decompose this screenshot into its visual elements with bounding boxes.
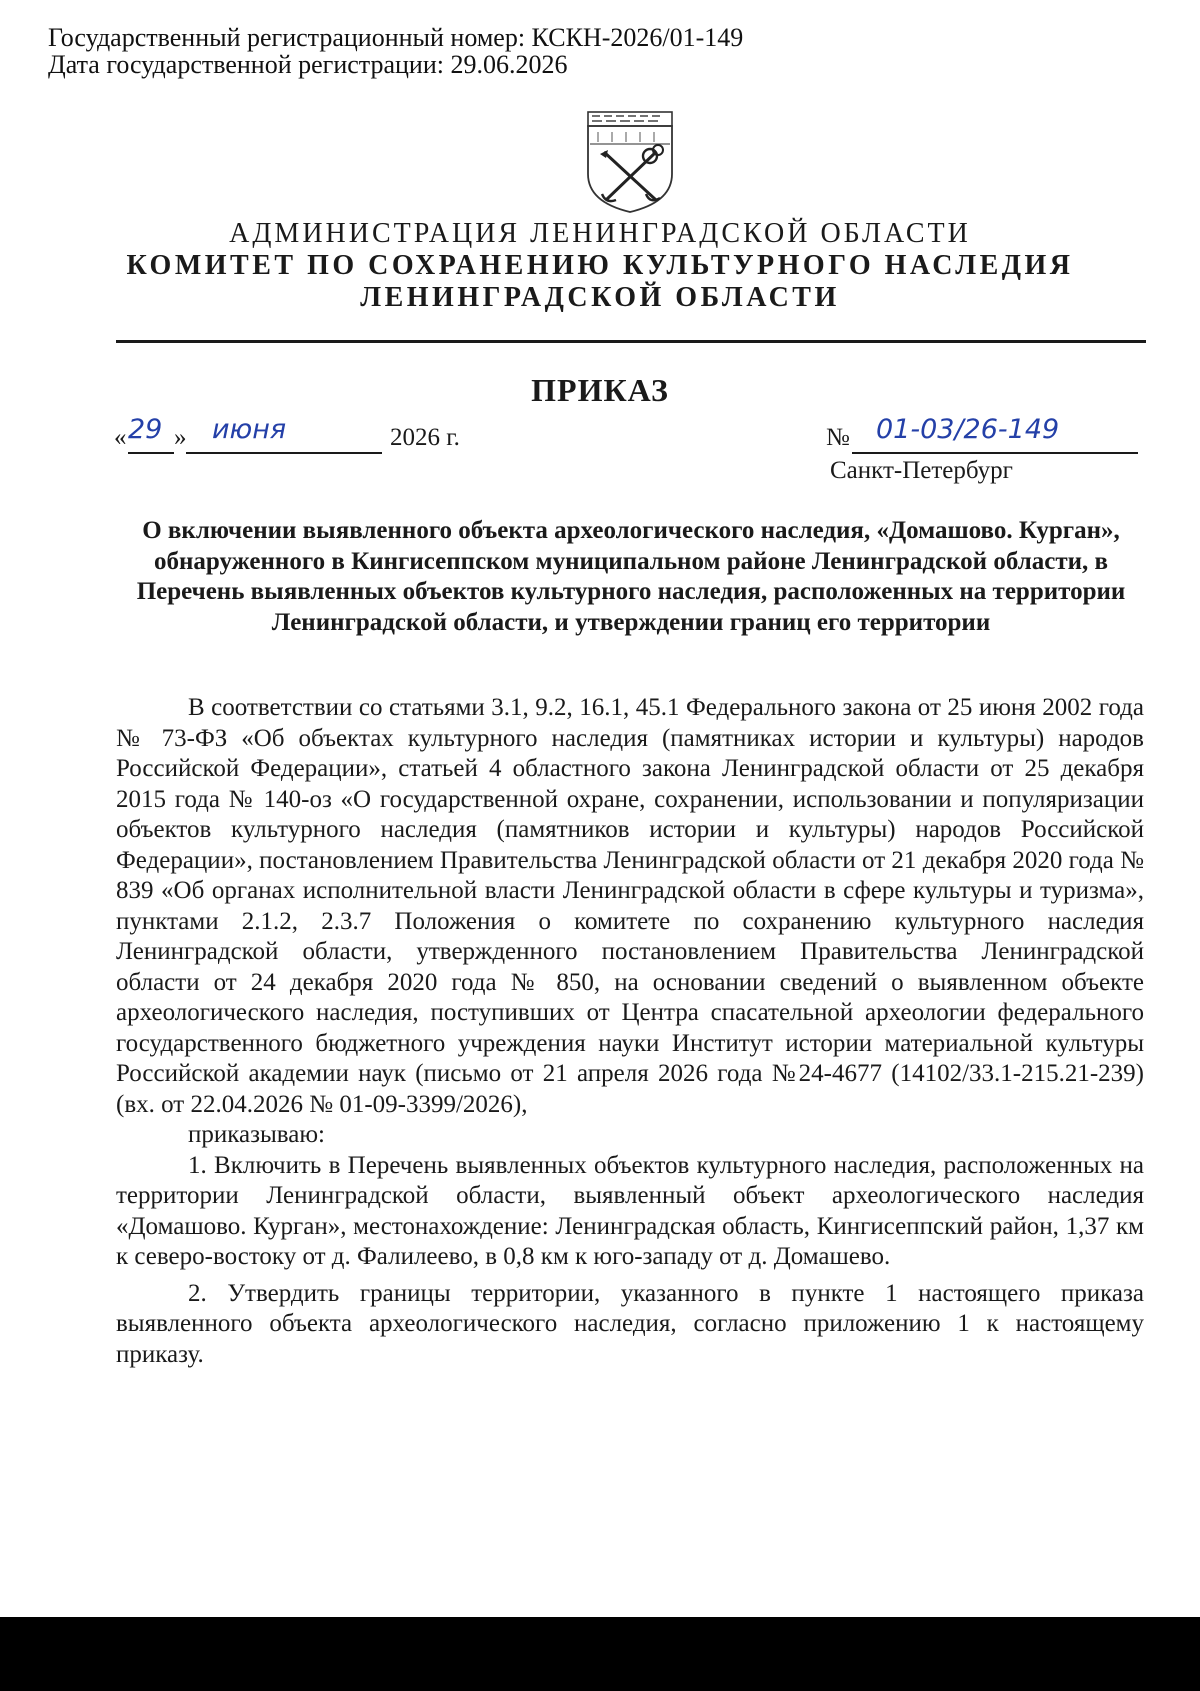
number-sign: № xyxy=(826,424,850,451)
date-open-quote: « xyxy=(114,424,127,451)
coat-of-arms-icon xyxy=(584,110,676,214)
org-line-committee: КОМИТЕТ ПО СОХРАНЕНИЮ КУЛЬТУРНОГО НАСЛЕДИЯ xyxy=(126,250,1074,281)
date-month-underline xyxy=(186,452,382,454)
date-day-handwritten: 29 xyxy=(128,414,163,445)
city-name: Санкт-Петербург xyxy=(830,457,1013,484)
registration-number: Государственный регистрационный номер: КСКН-2026/01-149 xyxy=(48,23,744,52)
order-number-handwritten: 01-03/26-149 xyxy=(876,414,1060,445)
header-divider xyxy=(116,340,1146,343)
order-word: приказываю: xyxy=(188,1121,325,1148)
org-line-region: ЛЕНИНГРАДСКОЙ ОБЛАСТИ xyxy=(360,282,840,313)
org-line-administration: АДМИНИСТРАЦИЯ ЛЕНИНГРАДСКОЙ ОБЛАСТИ xyxy=(229,218,971,249)
registration-date: Дата государственной регистрации: 29.06.2026 xyxy=(48,50,568,79)
document-type-title: ПРИКАЗ xyxy=(531,372,669,408)
registration-stamp xyxy=(48,24,743,78)
date-close-quote: » xyxy=(174,424,187,451)
order-subject: О включении выявленного объекта археологического наследия, «Домашово. Курган», обнаруженного в Кингисеппском муниципальном районе Ленинградской области, в Перечень выявленных объектов культурного наследия, расположенных на территории Ленинградской области, и утверждении границ его территории xyxy=(136,517,1126,636)
date-year: 2026 г. xyxy=(390,424,460,451)
date-month-handwritten: июня xyxy=(212,414,287,445)
order-number-underline xyxy=(852,452,1138,454)
order-item-1: 1. Включить в Перечень выявленных объектов культурного наследия, расположенных на территории Ленинградской области, выявленный объект археологического наследия «Домашово. Курган», местонахождение: Ленинградская область, Кингисеппский район, 1,37 км к северо-востоку от д. Фалилеево, в 0,8 км к юго-западу от д. Домашево. xyxy=(116,1151,1144,1270)
order-item-2: 2. Утвердить границы территории, указанного в пункте 1 настоящего приказа выявленного объекта археологического наследия, согласно приложению 1 к настоящему приказу. xyxy=(116,1279,1144,1368)
scan-bottom-border xyxy=(0,1617,1200,1691)
order-body xyxy=(116,693,1144,1370)
date-day-underline xyxy=(128,452,174,454)
preamble-paragraph: В соответствии со статьями 3.1, 9.2, 16.1, 45.1 Федерального закона от 25 июня 2002 года № 73-ФЗ «Об объектах культурного наследия (памятниках истории и культуры) народов Российской Федерации», статьей 4 областного закона Ленинградской области от 25 декабря 2015 года № 140-оз «О государственной охране, сохранении, использовании и популяризации объектов культурного наследия (памятников истории и культуры) народов Российской Федерации», постановлением Правительства Ленинградской области от 21 декабря 2020 года № 839 «Об органах исполнительной власти Ленинградской области в сфере культуры и туризма», пунктами 2.1.2, 2.3.7 Положения о комитете по сохранению культурного наследия Ленинградской области, утвержденного постановлением Правительства Ленинградской области от 24 декабря 2020 года № 850, на основании сведений о выявленном объекте археологического наследия, поступивших от Центра спасательной археологии федерального государственного бюджетного учреждения науки Институт истории материальной культуры Российской академии наук (письмо от 21 апреля 2026 года №24-4677 (14102/33.1-215.21-239) (вх. от 22.04.2026 № 01-09-3399/2026), xyxy=(116,694,1144,1118)
